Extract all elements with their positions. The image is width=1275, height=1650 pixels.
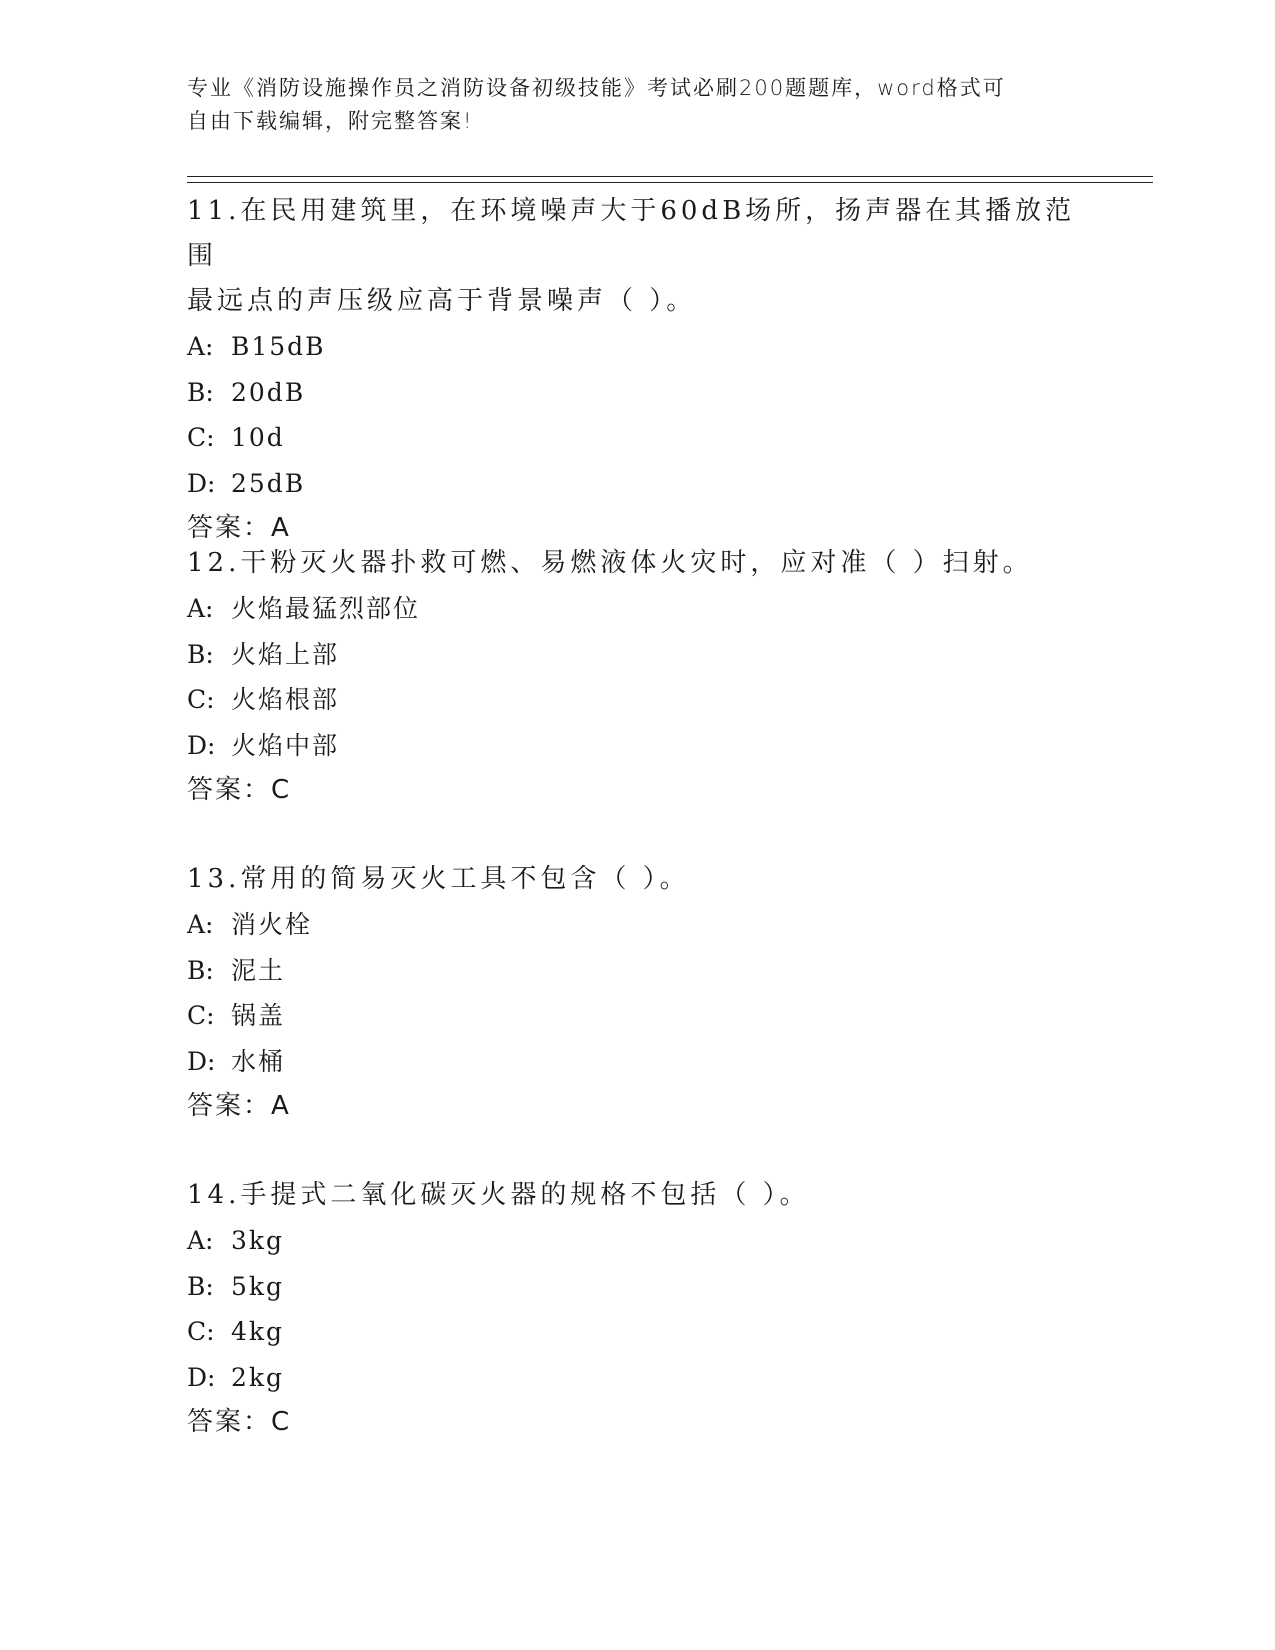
option-text: 泥土: [231, 955, 286, 985]
option-c: [187, 677, 1087, 723]
option-letter: C:: [187, 1317, 215, 1346]
option-text: 20dB: [231, 377, 306, 407]
option-a: [187, 586, 1087, 632]
option-text: 锅盖: [231, 1001, 286, 1030]
option-text: 消火栓: [231, 910, 313, 939]
answer-line: 答案：C: [187, 775, 292, 805]
option-b: [187, 632, 1087, 678]
option-text: 25dB: [231, 468, 306, 498]
option-letter: B:: [187, 639, 214, 669]
option-letter: B:: [187, 955, 214, 985]
question-14: [187, 1173, 1087, 1444]
option-letter: A:: [187, 594, 214, 623]
option-letter: D:: [187, 1046, 216, 1076]
option-letter: C:: [187, 685, 215, 714]
option-b: [187, 370, 1087, 416]
option-text: 3kg: [231, 1226, 285, 1255]
option-c: [187, 415, 1087, 461]
header-divider-top: [187, 176, 1153, 177]
option-text: 火焰上部: [231, 639, 340, 669]
option-text: 水桶: [231, 1046, 286, 1076]
option-letter: A:: [187, 1226, 214, 1255]
question-text-line-1: 12.干粉灭火器扑救可燃、易燃液体火灾时，应对准（ ）扫射。: [187, 548, 1033, 578]
option-text: 火焰中部: [231, 730, 340, 760]
question-text-line-1: 14.手提式二氧化碳灭火器的规格不包括（ ）。: [187, 1180, 810, 1210]
option-text: B15dB: [231, 332, 326, 361]
option-text: 2kg: [231, 1362, 285, 1392]
option-letter: C:: [187, 423, 215, 452]
option-text: 10d: [231, 423, 285, 452]
option-letter: B:: [187, 377, 214, 407]
question-text-line-1: 13.常用的简易灭火工具不包含（ ）。: [187, 864, 690, 894]
question-13: [187, 857, 1087, 1128]
option-b: [187, 948, 1087, 994]
header-divider-bottom: [187, 182, 1153, 183]
option-a: [187, 902, 1087, 948]
option-letter: D:: [187, 468, 216, 498]
question-12: [187, 541, 1087, 812]
option-a: [187, 324, 1087, 370]
option-text: 火焰根部: [231, 685, 340, 714]
option-letter: B:: [187, 1271, 214, 1301]
answer-line: 答案：A: [187, 1091, 291, 1121]
question-text-line-1: 11.在民用建筑里，在环境噪声大于60dB场所，扬声器在其播放范围: [187, 196, 1076, 271]
option-letter: D:: [187, 1362, 216, 1392]
header-line-1: 专业《消防设施操作员之消防设备初级技能》考试必刷200题题库，word格式可: [187, 76, 1006, 100]
option-letter: D:: [187, 730, 216, 760]
option-letter: A:: [187, 332, 214, 361]
option-text: 5kg: [231, 1271, 285, 1301]
answer-line: 答案：C: [187, 1407, 292, 1437]
question-11: [187, 189, 1087, 550]
document-header: [187, 72, 1067, 138]
header-line-2: 自由下载编辑，附完整答案!: [187, 109, 474, 133]
option-c: [187, 1309, 1087, 1355]
option-b: [187, 1264, 1087, 1310]
option-text: 火焰最猛烈部位: [231, 594, 421, 623]
question-text-line-2: 最远点的声压级应高于背景噪声（ ）。: [187, 286, 697, 316]
option-a: [187, 1218, 1087, 1264]
option-d: [187, 461, 1087, 507]
option-letter: C:: [187, 1001, 215, 1030]
option-d: [187, 1039, 1087, 1085]
option-letter: A:: [187, 910, 214, 939]
answer-line: 答案：A: [187, 513, 291, 543]
option-d: [187, 1355, 1087, 1401]
option-text: 4kg: [231, 1317, 285, 1346]
option-c: [187, 993, 1087, 1039]
option-d: [187, 723, 1087, 769]
